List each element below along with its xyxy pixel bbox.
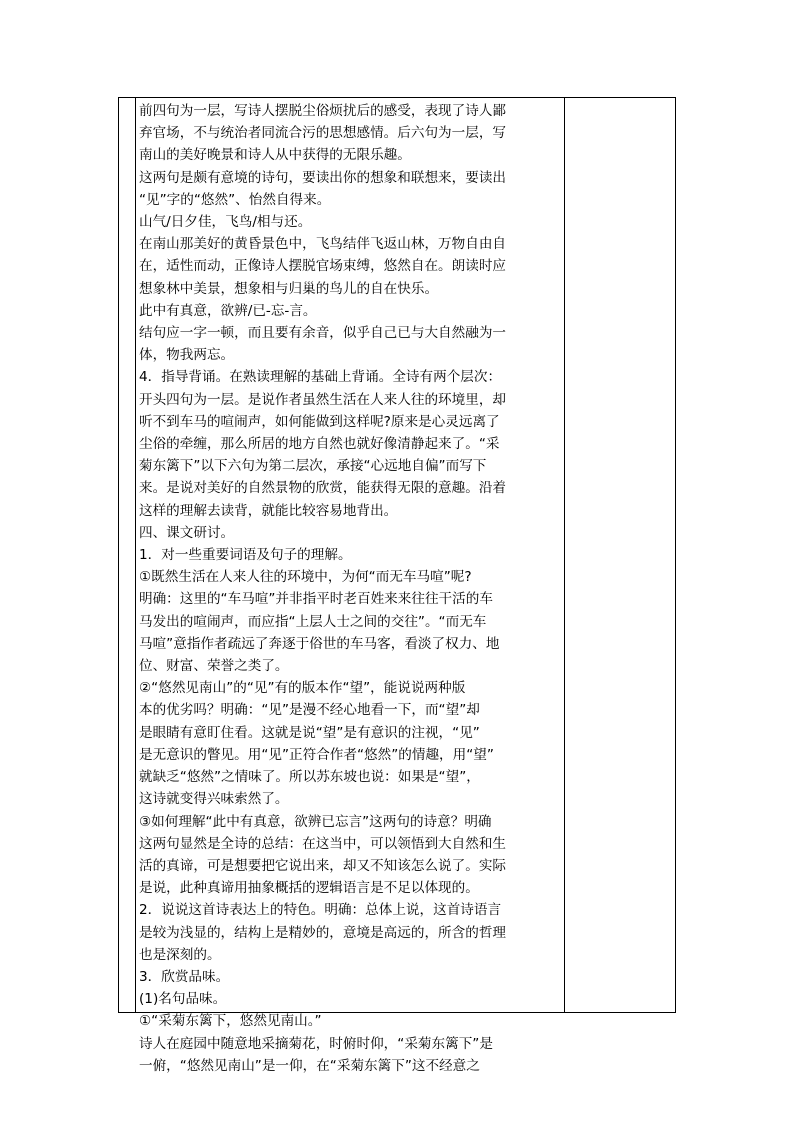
text-line: 一俯，“悠然见南山”是一仰，在“采菊东篱下”这不经意之 [139, 1057, 480, 1074]
text-line: 来。是说对美好的自然景物的欣赏，能获得无限的意趣。沿着 [139, 480, 507, 497]
text-line: ②“悠然见南山”的“见”有的版本作“望”，能说说两种版 [139, 680, 466, 697]
text-line: 本的优劣吗？明确：“见”是漫不经心地看一下，而“望”却 [139, 702, 480, 719]
text-line: 这两句是颇有意境的诗句，要读出你的想象和联想来，要读出 [139, 169, 507, 186]
text-line: 开头四句为一层。是说作者虽然生活在人来人往的环境里，却 [139, 391, 507, 408]
text-line: 这诗就变得兴味索然了。 [139, 791, 289, 808]
text-line: 体，物我两忘。 [139, 347, 235, 364]
text-line: 明确：这里的“车马喧”并非指平时老百姓来来往往干活的车 [139, 591, 493, 608]
text-line: 1．对一些重要词语及句子的理解。 [139, 547, 352, 564]
left-margin-cell [119, 98, 136, 1013]
text-line: 南山的美好晚景和诗人从中获得的无限乐趣。 [139, 147, 411, 164]
table-row [119, 98, 676, 1013]
text-line: ③如何理解“此中有真意，欲辨已忘言”这两句的诗意？明确 [139, 813, 492, 830]
text-line: 也是深刻的。 [139, 946, 221, 963]
text-line: 四、课文研讨。 [139, 524, 235, 541]
text-line: 这两句显然是全诗的总结：在这当中，可以领悟到大自然和生 [139, 835, 507, 852]
text-line: 这样的理解去读背，就能比较容易地背出。 [139, 502, 398, 519]
text-line: 是说，此种真谛用抽象概括的逻辑语言是不足以体现的。 [139, 880, 479, 897]
text-line: 3．欣赏品味。 [139, 968, 230, 985]
text-line: 4．指导背诵。在熟读理解的基础上背诵。全诗有两个层次： [139, 369, 502, 386]
text-line: 此中有真意，欲辨/已-忘-言。 [139, 302, 317, 319]
text-line: ①“采菊东篱下，悠然见南山。” [139, 1013, 322, 1030]
text-line: 前四句为一层，写诗人摆脱尘俗烦扰后的感受，表现了诗人鄙 [139, 103, 507, 119]
text-line: 结句应一字一顿，而且要有余音，似乎自己已与大自然融为一 [139, 325, 507, 342]
text-line: 在南山那美好的黄昏景色中，飞鸟结伴飞返山林，万物自由自 [139, 236, 507, 253]
text-line: 尘俗的牵缠，那么所居的地方自然也就好像清静起来了。“采 [139, 436, 500, 453]
text-line: 是无意识的瞥见。用“见”正符合作者“悠然”的情趣，用“望” [139, 746, 494, 763]
lesson-table [118, 97, 676, 1074]
text-line: (1)名句品味。 [139, 991, 227, 1008]
text-line: 诗人在庭园中随意地采摘菊花，时俯时仰，“采菊东篱下”是 [139, 1035, 493, 1052]
text-line: 弃官场，不与统治者同流合污的思想感情。后六句为一层，写 [139, 125, 507, 142]
right-notes-cell [565, 98, 676, 1013]
text-line: 就缺乏“悠然”之情味了。所以苏东坡也说：如果是“望”， [139, 769, 480, 786]
text-line: 山气/日夕佳，飞鸟/相与还。 [139, 214, 312, 231]
text-line: 是眼睛有意盯住看。这就是说“望”是有意识的注视，“见” [139, 724, 480, 741]
text-line: 在，适性而动，正像诗人摆脱官场束缚，悠然自在。朗读时应 [139, 258, 507, 275]
content-cell [136, 98, 565, 1074]
text-line: 菊东篱下”以下六句为第二层次，承接“心远地自偏”而写下 [139, 458, 487, 475]
text-line: ①既然生活在人来人往的环境中，为何“而无车马喧”呢? [139, 569, 472, 586]
text-line: 活的真谛，可是想要把它说出来，却又不知该怎么说了。实际 [139, 857, 507, 874]
lesson-text [136, 98, 564, 1074]
text-line: 想象林中美景，想象相与归巢的鸟儿的自在快乐。 [139, 280, 439, 297]
text-line: 2．说说这首诗表达上的特色。明确：总体上说，这首诗语言 [139, 902, 502, 919]
text-line: 位、财富、荣誉之类了。 [139, 658, 289, 675]
text-line: 是较为浅显的，结构上是精妙的，意境是高远的，所含的哲理 [139, 924, 507, 941]
text-line: 听不到车马的喧闹声，如何能做到这样呢?原来是心灵远离了 [139, 413, 500, 430]
text-line: 马发出的喧闹声，而应指“上层人士之间的交往”。“而无车 [139, 613, 487, 630]
text-line: “见”字的“悠然”、怡然自得来。 [139, 191, 331, 208]
text-line: 马喧”意指作者疏远了奔逐于俗世的车马客，看淡了权力、地 [139, 635, 500, 652]
